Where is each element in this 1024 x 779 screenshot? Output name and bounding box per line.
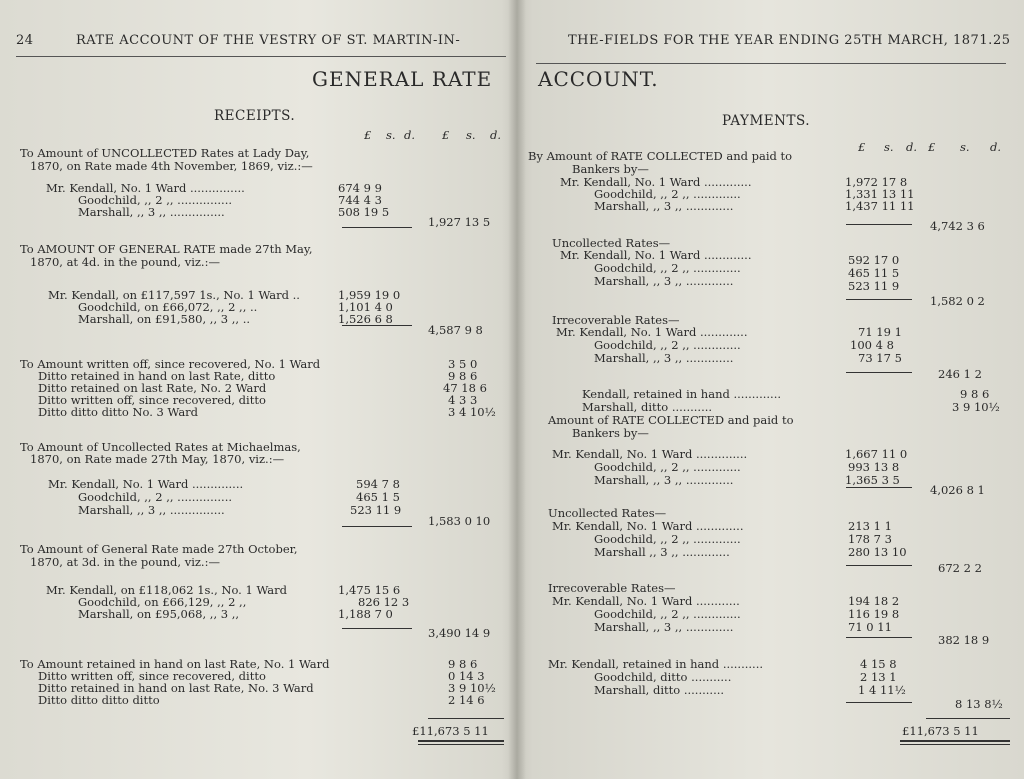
payment-line: Marshall, ditto ........... bbox=[582, 400, 713, 414]
receipt-amount: 0 14 3 bbox=[448, 669, 485, 683]
payment-line: Goodchild, ,, 2 ,, ............. bbox=[594, 607, 741, 621]
receipt-line: To Amount of Uncollected Rates at Michaelmas, bbox=[20, 440, 301, 454]
receipt-amount: 4 3 3 bbox=[448, 393, 478, 407]
left-page-number: 24 bbox=[16, 33, 34, 48]
receipt-line: To Amount of UNCOLLECTED Rates at Lady Day, bbox=[20, 146, 310, 160]
receipt-line: 1870, on Rate made 27th May, 1870, viz.:— bbox=[30, 452, 285, 466]
title-left: GENERAL RATE bbox=[312, 67, 493, 91]
receipt-amount: 674 9 9 bbox=[338, 181, 382, 195]
receipt-amount: 508 19 5 bbox=[338, 205, 390, 219]
rule bbox=[428, 718, 504, 719]
receipt-amount: 1,927 13 5 bbox=[428, 215, 491, 229]
receipt-amount: 594 7 8 bbox=[356, 477, 400, 491]
receipt-amount: 826 12 3 bbox=[358, 595, 410, 609]
payment-line: Goodchild, ditto ........... bbox=[594, 670, 732, 684]
receipt-line: To Amount written off, since recovered, No. 1 Ward bbox=[20, 357, 321, 371]
rule bbox=[900, 744, 1010, 745]
receipt-amount: 47 18 6 bbox=[443, 381, 487, 395]
payment-amount: 116 19 8 bbox=[848, 607, 900, 621]
payment-amount: 213 1 1 bbox=[848, 519, 892, 533]
col-shilling-4: s. bbox=[960, 140, 970, 154]
payment-amount: 1,365 3 5 bbox=[845, 473, 900, 487]
payment-amount: 1,972 17 8 bbox=[845, 175, 908, 189]
header-rule-left bbox=[16, 56, 506, 57]
receipt-amount: £11,673 5 11 bbox=[412, 724, 489, 738]
payment-line: Goodchild, ,, 2 ,, ............. bbox=[594, 338, 741, 352]
rule bbox=[846, 702, 912, 703]
col-pence-2: d. bbox=[490, 128, 502, 142]
col-pence-4: d. bbox=[990, 140, 1002, 154]
receipt-amount: 465 1 5 bbox=[356, 490, 400, 504]
col-pound-3: £ bbox=[858, 140, 866, 154]
receipt-amount: 3 5 0 bbox=[448, 357, 478, 371]
receipt-line: 1870, on Rate made 4th November, 1869, viz.:— bbox=[30, 159, 313, 173]
col-pound-1: £ bbox=[364, 128, 372, 142]
payment-amount: 2 13 1 bbox=[860, 670, 897, 684]
payment-amount: 4 15 8 bbox=[860, 657, 897, 671]
receipt-line: Mr. Kendall, No. 1 Ward .............. bbox=[48, 477, 244, 491]
right-page-number: 25 bbox=[993, 33, 1011, 48]
receipt-line: Ditto ditto ditto ditto bbox=[38, 693, 160, 707]
rule bbox=[846, 637, 912, 638]
receipt-line: Goodchild, on £66,072, ,, 2 ,, .. bbox=[78, 300, 258, 314]
rule bbox=[342, 526, 412, 527]
receipt-line: Marshall, ,, 3 ,, ............... bbox=[78, 205, 225, 219]
payment-amount: 382 18 9 bbox=[938, 633, 990, 647]
rule bbox=[418, 740, 504, 742]
col-pound-4: £ bbox=[928, 140, 936, 154]
payment-amount: 73 17 5 bbox=[858, 351, 902, 365]
col-shilling-1: s. bbox=[386, 128, 396, 142]
receipt-amount: 1,101 4 0 bbox=[338, 300, 393, 314]
payment-amount: 3 9 10½ bbox=[952, 400, 1000, 414]
payment-line: Uncollected Rates— bbox=[548, 506, 667, 520]
rule bbox=[342, 628, 412, 629]
payment-line: Mr. Kendall, retained in hand ........... bbox=[548, 657, 764, 671]
payment-amount: 194 18 2 bbox=[848, 594, 900, 608]
receipt-line: Ditto retained in hand on last Rate, No. 3 Ward bbox=[38, 681, 314, 695]
payment-line: Mr. Kendall, No. 1 Ward ............. bbox=[556, 325, 748, 339]
payment-amount: 465 11 5 bbox=[848, 266, 900, 280]
col-pound-2: £ bbox=[442, 128, 450, 142]
rule bbox=[846, 224, 912, 225]
payment-amount: 8 13 8½ bbox=[955, 697, 1003, 711]
receipt-amount: 3 4 10½ bbox=[448, 405, 496, 419]
payment-line: Mr. Kendall, No. 1 Ward ............ bbox=[552, 594, 740, 608]
payment-amount: 178 7 3 bbox=[848, 532, 892, 546]
payment-amount: 1,437 11 11 bbox=[845, 199, 915, 213]
payment-amount: 1,331 13 11 bbox=[845, 187, 915, 201]
receipt-amount: 9 8 6 bbox=[448, 369, 478, 383]
payment-line: Mr. Kendall, No. 1 Ward ............. bbox=[552, 519, 744, 533]
payment-line: Marshall, ,, 3 ,, ............. bbox=[594, 199, 734, 213]
payment-line: Goodchild, ,, 2 ,, ............. bbox=[594, 532, 741, 546]
rule bbox=[900, 740, 1010, 742]
payment-line: Mr. Kendall, No. 1 Ward .............. bbox=[552, 447, 748, 461]
receipt-amount: 523 11 9 bbox=[350, 503, 402, 517]
receipt-line: Mr. Kendall, No. 1 Ward ............... bbox=[46, 181, 245, 195]
payment-amount: 1,667 11 0 bbox=[845, 447, 908, 461]
payment-line: Mr. Kendall, No. 1 Ward ............. bbox=[560, 175, 752, 189]
rule bbox=[418, 744, 504, 745]
receipt-amount: 1,188 7 0 bbox=[338, 607, 393, 621]
payment-amount: 71 19 1 bbox=[858, 325, 902, 339]
receipt-line: Marshall, on £95,068, ,, 3 ,, bbox=[78, 607, 240, 621]
payment-line: Marshall, ,, 3 ,, ............. bbox=[594, 274, 734, 288]
rule bbox=[846, 372, 912, 373]
receipt-amount: 2 14 6 bbox=[448, 693, 485, 707]
payment-line: Mr. Kendall, No. 1 Ward ............. bbox=[560, 248, 752, 262]
payment-amount: 1,582 0 2 bbox=[930, 294, 985, 308]
payment-amount: £11,673 5 11 bbox=[902, 724, 979, 738]
payment-line: Marshall ,, 3 ,, ............. bbox=[594, 545, 730, 559]
receipts-heading: RECEIPTS. bbox=[214, 108, 296, 124]
receipt-amount: 1,583 0 10 bbox=[428, 514, 491, 528]
payment-amount: 9 8 6 bbox=[960, 387, 990, 401]
receipt-line: To Amount retained in hand on last Rate, No. 1 Ward bbox=[20, 657, 330, 671]
title-right: ACCOUNT. bbox=[538, 67, 659, 91]
col-pence-1: d. bbox=[404, 128, 416, 142]
receipt-amount: 1,526 6 8 bbox=[338, 312, 393, 326]
header-rule-right bbox=[536, 63, 1006, 64]
receipt-amount: 1,475 15 6 bbox=[338, 583, 401, 597]
col-shilling-2: s. bbox=[466, 128, 476, 142]
rule bbox=[846, 487, 912, 488]
payment-amount: 1 4 11½ bbox=[858, 683, 906, 697]
receipt-line: To AMOUNT OF GENERAL RATE made 27th May, bbox=[20, 242, 313, 256]
right-running-header: THE-FIELDS FOR THE YEAR ENDING 25TH MARCH, 1871. bbox=[568, 33, 993, 48]
receipt-amount: 1,959 19 0 bbox=[338, 288, 401, 302]
payment-line: Bankers by— bbox=[572, 426, 649, 440]
gutter bbox=[508, 0, 526, 779]
payment-amount: 523 11 9 bbox=[848, 279, 900, 293]
receipt-line: Mr. Kendall, on £118,062 1s., No. 1 Ward bbox=[46, 583, 288, 597]
col-pence-3: d. bbox=[906, 140, 918, 154]
payment-line: Uncollected Rates— bbox=[552, 236, 671, 250]
receipt-amount: 3 9 10½ bbox=[448, 681, 496, 695]
receipt-line: Goodchild, ,, 2 ,, ............... bbox=[78, 490, 233, 504]
payment-line: Marshall, ,, 3 ,, ............. bbox=[594, 351, 734, 365]
payment-amount: 672 2 2 bbox=[938, 561, 982, 575]
receipt-line: Marshall, on £91,580, ,, 3 ,, .. bbox=[78, 312, 251, 326]
payment-amount: 280 13 10 bbox=[848, 545, 907, 559]
payment-amount: 592 17 0 bbox=[848, 253, 900, 267]
payment-amount: 993 13 8 bbox=[848, 460, 900, 474]
receipt-line: Mr. Kendall, on £117,597 1s., No. 1 Ward .. bbox=[48, 288, 300, 302]
payment-line: Goodchild, ,, 2 ,, ............. bbox=[594, 460, 741, 474]
receipt-line: Ditto retained in hand on last Rate, ditto bbox=[38, 369, 276, 383]
left-running-header: RATE ACCOUNT OF THE VESTRY OF ST. MARTIN-IN- bbox=[76, 33, 461, 48]
receipt-line: 1870, at 4d. in the pound, viz.:— bbox=[30, 255, 220, 269]
receipt-amount: 3,490 14 9 bbox=[428, 626, 491, 640]
payment-amount: 100 4 8 bbox=[850, 338, 894, 352]
payment-line: Goodchild, ,, 2 ,, ............. bbox=[594, 261, 741, 275]
payment-amount: 4,026 8 1 bbox=[930, 483, 985, 497]
rule bbox=[926, 718, 1010, 719]
payments-heading: PAYMENTS. bbox=[722, 113, 811, 129]
rule bbox=[342, 227, 412, 228]
receipt-line: Ditto ditto ditto No. 3 Ward bbox=[38, 405, 199, 419]
col-shilling-3: s. bbox=[884, 140, 894, 154]
rule bbox=[846, 299, 912, 300]
receipt-line: Goodchild, on £66,129, ,, 2 ,, bbox=[78, 595, 247, 609]
payment-amount: 246 1 2 bbox=[938, 367, 982, 381]
payment-line: Irrecoverable Rates— bbox=[548, 581, 676, 595]
payment-amount: 71 0 11 bbox=[848, 620, 892, 634]
payment-line: Bankers by— bbox=[572, 162, 649, 176]
receipt-line: Marshall, ,, 3 ,, ............... bbox=[78, 503, 225, 517]
receipt-amount: 9 8 6 bbox=[448, 657, 478, 671]
receipt-amount: 744 4 3 bbox=[338, 193, 382, 207]
payment-line: By Amount of RATE COLLECTED and paid to bbox=[528, 149, 793, 163]
receipt-amount: 4,587 9 8 bbox=[428, 323, 483, 337]
receipt-line: Ditto retained on last Rate, No. 2 Ward bbox=[38, 381, 267, 395]
payment-line: Marshall, ditto ........... bbox=[594, 683, 725, 697]
payment-line: Goodchild, ,, 2 ,, ............. bbox=[594, 187, 741, 201]
receipt-line: Goodchild, ,, 2 ,, ............... bbox=[78, 193, 233, 207]
receipt-line: Ditto written off, since recovered, ditto bbox=[38, 393, 266, 407]
receipt-line: Ditto written off, since recovered, ditto bbox=[38, 669, 266, 683]
payment-amount: 4,742 3 6 bbox=[930, 219, 985, 233]
receipt-line: To Amount of General Rate made 27th October, bbox=[20, 542, 298, 556]
receipt-line: 1870, at 3d. in the pound, viz.:— bbox=[30, 555, 220, 569]
payment-line: Kendall, retained in hand ............. bbox=[582, 387, 782, 401]
payment-line: Irrecoverable Rates— bbox=[552, 313, 680, 327]
rule bbox=[846, 565, 912, 566]
payment-line: Amount of RATE COLLECTED and paid to bbox=[548, 413, 794, 427]
payment-line: Marshall, ,, 3 ,, ............. bbox=[594, 620, 734, 634]
payment-line: Marshall, ,, 3 ,, ............. bbox=[594, 473, 734, 487]
